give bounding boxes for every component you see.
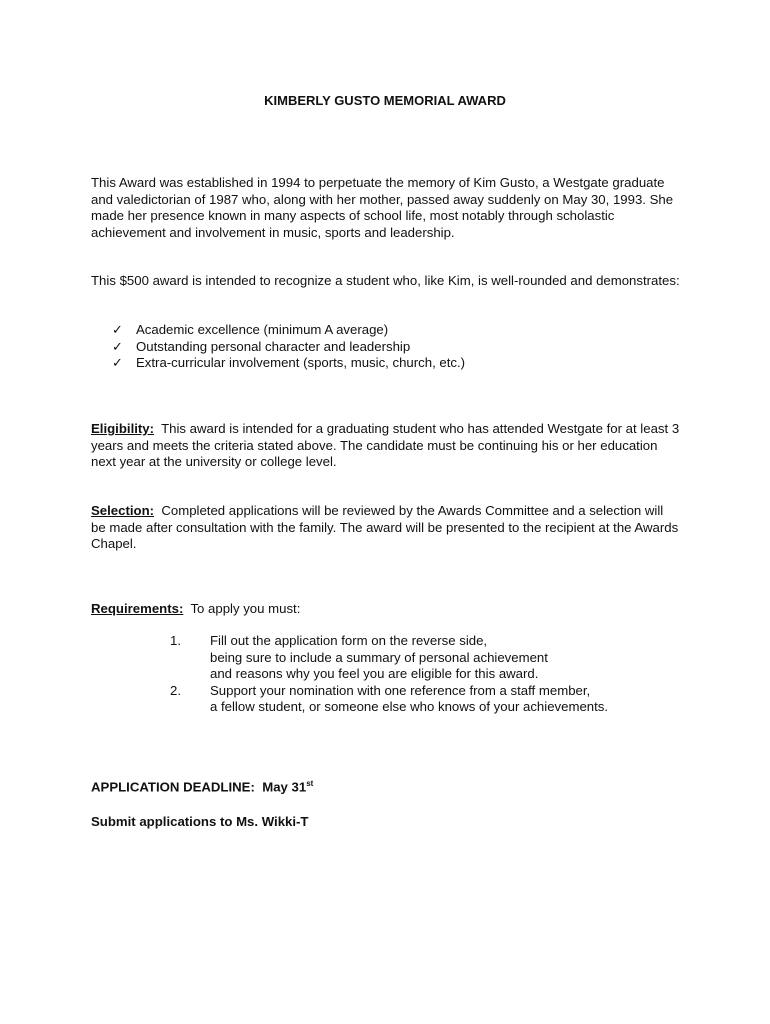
requirements-list bbox=[91, 633, 608, 716]
requirement-line: Support your nomination with one reference from a staff member, bbox=[210, 682, 591, 698]
criteria-text: Outstanding personal character and leadership bbox=[136, 338, 411, 354]
criteria-text: Academic excellence (minimum A average) bbox=[136, 322, 389, 337]
criteria-text: Extra-curricular involvement (sports, music, church, etc.) bbox=[136, 355, 466, 371]
requirements-heading bbox=[91, 601, 681, 618]
submit-instructions: Submit applications to Ms. Wikki-T bbox=[91, 814, 309, 829]
requirement-line: being sure to include a summary of personal achievement bbox=[210, 649, 548, 665]
deadline-label: APPLICATION DEADLINE: bbox=[91, 779, 255, 795]
requirement-number: 2. bbox=[170, 682, 181, 698]
award-paragraph: This $500 award is intended to recognize a student who, like Kim, is well-rounded and demonstrates: bbox=[91, 273, 680, 288]
eligibility-text: This award is intended for a graduating student who has attended Westgate for at least 3 years and meets the criteria stated above. The candidate must be continuing his or her education next year at the university or college level. bbox=[91, 421, 680, 470]
check-icon: ✓ bbox=[112, 322, 124, 337]
deadline-suffix: st bbox=[306, 779, 314, 788]
eligibility-label: Eligibility: bbox=[91, 421, 155, 436]
intro-paragraph: This Award was established in 1994 to perpetuate the memory of Kim Gusto, a Westgate graduate and valedictorian of 1987 who, along with her mother, passed away suddenly on May 30, 1993. She made her presence known in many aspects of school life, most notably through scholastic achievement and involvement in music, sports and leadership. bbox=[91, 175, 674, 240]
selection-label: Selection: bbox=[91, 503, 155, 518]
eligibility-paragraph bbox=[91, 421, 681, 471]
criteria-list bbox=[112, 322, 465, 372]
criteria-item bbox=[112, 339, 465, 356]
check-icon: ✓ bbox=[112, 355, 124, 371]
requirement-item bbox=[91, 683, 608, 716]
requirement-item bbox=[91, 633, 608, 683]
requirements-label: Requirements: bbox=[91, 601, 184, 616]
requirement-number: 1. bbox=[170, 633, 181, 648]
deadline bbox=[91, 779, 313, 794]
criteria-item bbox=[112, 355, 465, 372]
requirement-line: Fill out the application form on the reverse side, bbox=[210, 633, 488, 648]
check-icon: ✓ bbox=[112, 338, 124, 354]
requirement-line: a fellow student, or someone else who knows of your achievements. bbox=[210, 699, 609, 715]
criteria-item bbox=[112, 322, 465, 339]
page-title: KIMBERLY GUSTO MEMORIAL AWARD bbox=[264, 93, 506, 108]
deadline-date: May 31 bbox=[262, 779, 307, 795]
selection-text: Completed applications will be reviewed by the Awards Committee and a selection will be made after consultation with the family. The award will be presented to the recipient at the Awards Chapel. bbox=[91, 503, 679, 552]
requirements-text: To apply you must: bbox=[190, 601, 301, 616]
selection-paragraph bbox=[91, 503, 681, 553]
requirement-line: and reasons why you feel you are eligible for this award. bbox=[210, 666, 539, 682]
